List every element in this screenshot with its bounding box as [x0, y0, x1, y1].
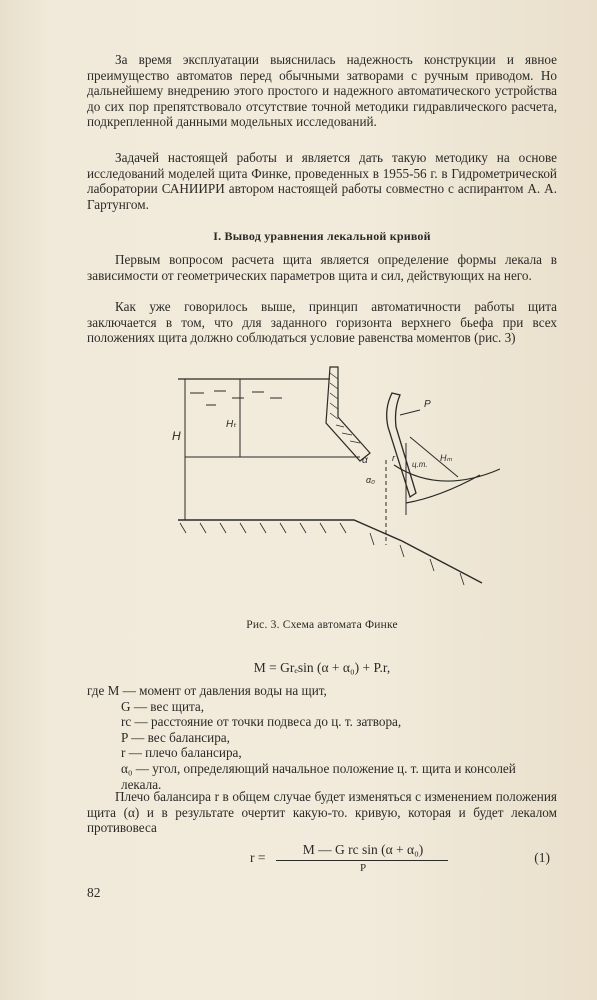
equation-number: (1) [534, 850, 550, 865]
label-center-of-gravity: ц.т. [412, 460, 428, 469]
equation-numerator: M — G rс sin (α + α₀) [302, 842, 424, 857]
definition-item: где M — момент от давления воды на щит, [87, 683, 327, 698]
paragraph-4: Как уже говорилось выше, принцип автоматичности работы щита заключается в том, что для заданного горизонта верхнего бьефа при всех положениях щита должно соблюдаться условие равенства моментов (рис. 3) [87, 299, 557, 346]
moment-equation: M = Grₑsin (α + α₀) + P.r, [253, 660, 391, 675]
force-arrow-P [400, 410, 420, 415]
page-number: 82 [87, 885, 101, 900]
equation-denominator: P [359, 862, 367, 874]
paragraph-1: За время эксплуатации выяснилась надежность конструкции и явное преимущество автоматов перед обычными затворами с ручным приводом. Но дальнейшему внедрению этого простого и надежного автоматического устройства до сих пор препятствовало отсутствие точной методики гидравлического расчета, подкрепленной данными модельных исследований. [87, 52, 557, 130]
label-alpha: α [362, 455, 368, 466]
label-Hm: Hₘ [440, 453, 453, 463]
label-H: H [172, 429, 181, 443]
equation-lhs: r = [250, 850, 266, 865]
gate-wall [326, 367, 370, 461]
paragraph-5: Плечо балансира r в общем случае будет изменяться с изменением положения щита (α) и в результате очертит какую-то. кривую, которая и будет лекалом противовеса [87, 789, 557, 836]
definition-item: G — вес щита, [121, 698, 205, 714]
fraction-bar [276, 860, 448, 861]
definition-item: rс — расстояние от точки подвеса до ц. т. затвора, [121, 714, 402, 730]
label-Ht: Hₜ [226, 419, 237, 430]
water-ripples [190, 391, 282, 405]
label-alpha0: α₀ [366, 475, 375, 485]
section-heading: I. Вывод уравнения лекальной кривой [213, 229, 431, 243]
definition-item: α₀ — угол, определяющий начальное положение ц. т. щита и консолей лекала. [121, 760, 516, 792]
gate-leaf [387, 393, 416, 497]
figure-caption: Рис. 3. Схема автомата Финке [246, 619, 398, 631]
definition-item: P — вес балансира, [121, 729, 230, 745]
equation-1 [250, 842, 550, 878]
finke-gate-diagram [170, 365, 500, 595]
bed-hatching [180, 523, 464, 585]
label-P: P [424, 399, 431, 410]
label-r: r [392, 453, 395, 463]
definition-item: r — плечо балансира, [121, 745, 242, 761]
paragraph-2: Задачей настоящей работы и является дать такую методику на основе исследований моделей щита Финке, проведенных в 1955-56 г. в Гидрометрической лаборатории САНИИРИ автором настоящей работы совместно с аспирантом А. А. Гартунгом. [87, 150, 557, 212]
paragraph-3: Первым вопросом расчета щита является определение формы лекала в зависимости от геометрических параметров щита и сил, действующих на него. [87, 252, 557, 283]
definitions-list [87, 683, 557, 792]
